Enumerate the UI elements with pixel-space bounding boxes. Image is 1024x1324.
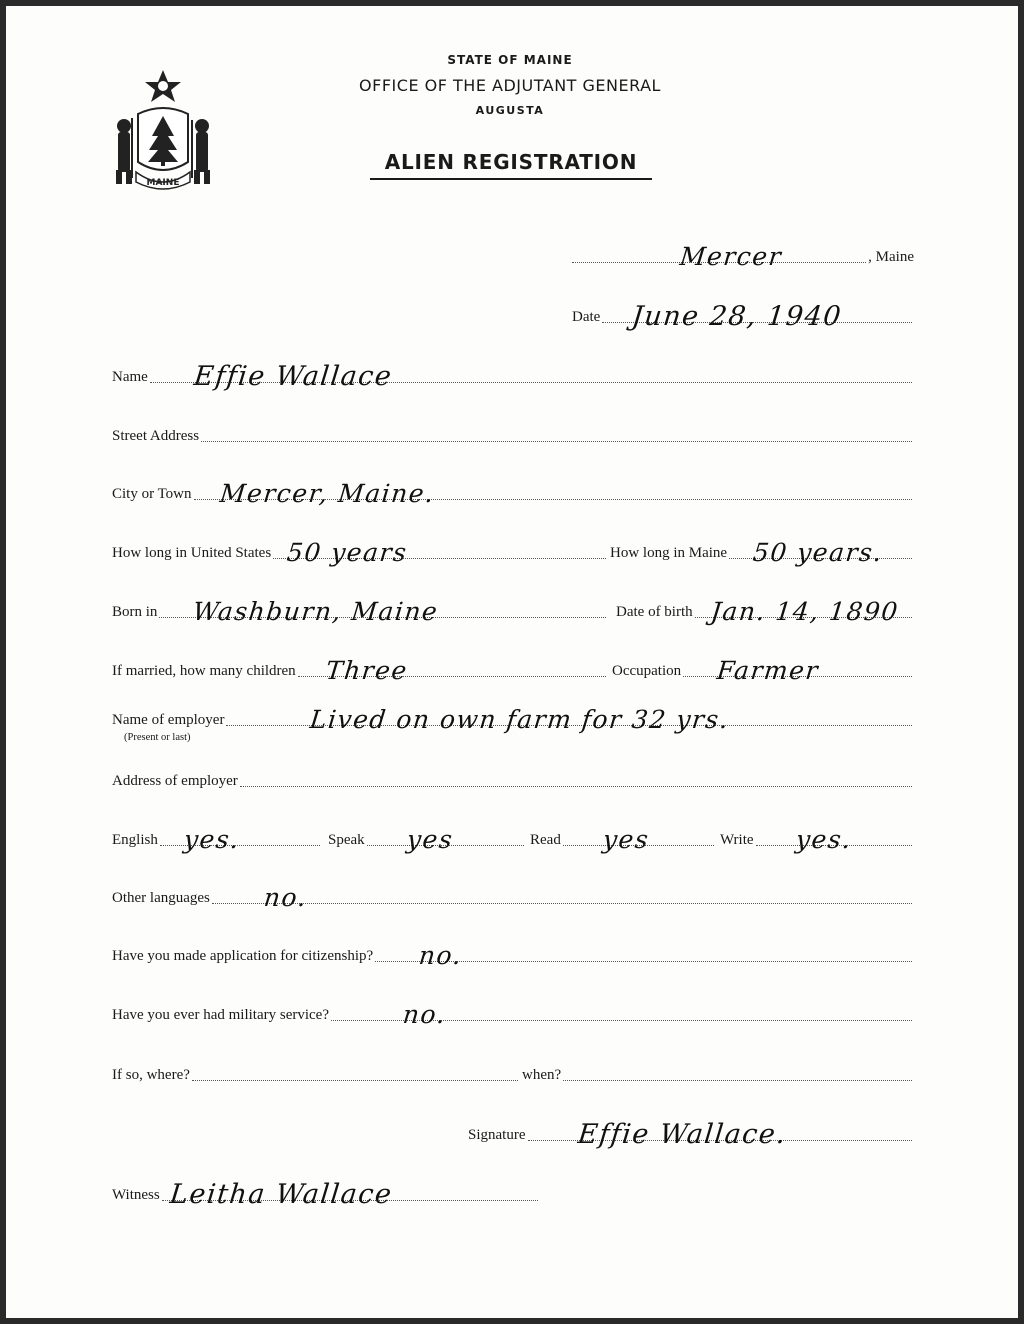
name-label: Name <box>112 369 148 385</box>
employer-sublabel: (Present or last) <box>124 732 191 743</box>
where-row <box>112 1060 520 1084</box>
seal-label: MAINE <box>146 178 180 188</box>
place-value: Mercer <box>678 242 784 271</box>
military-field[interactable] <box>331 1000 912 1029</box>
dob-label: Date of birth <box>616 604 693 620</box>
military-label: Have you ever had military service? <box>112 1007 329 1023</box>
employer-address-row <box>112 766 914 790</box>
employer-label-text: Name of employer <box>112 712 225 728</box>
city-label: City or Town <box>112 486 192 502</box>
us-years-label: How long in United States <box>112 545 272 561</box>
born-value: Washburn, Maine <box>191 597 441 626</box>
when-label: when? <box>522 1067 562 1083</box>
signature-label: Signature <box>468 1127 526 1143</box>
citizenship-value: no. <box>417 941 464 970</box>
children-label: If married, how many children <box>112 663 296 679</box>
where-label: If so, where? <box>112 1067 190 1083</box>
street-row <box>112 421 914 445</box>
state-seal-icon <box>108 66 218 194</box>
occupation-label: Occupation <box>612 663 682 679</box>
dob-row <box>616 597 914 626</box>
witness-row <box>112 1179 540 1210</box>
date-field[interactable] <box>602 301 912 332</box>
write-value: yes. <box>794 825 853 854</box>
employer-label <box>112 711 225 743</box>
maine-years-field[interactable] <box>729 538 912 567</box>
english-field[interactable] <box>160 825 320 854</box>
when-field[interactable] <box>563 1062 912 1081</box>
english-row <box>112 825 322 854</box>
street-label: Street Address <box>112 428 200 444</box>
dob-field[interactable] <box>695 597 912 626</box>
signature-value: Effie Wallace. <box>575 1119 788 1150</box>
date-label: Date <box>572 309 601 325</box>
place-suffix: , Maine <box>868 249 914 265</box>
children-row <box>112 656 608 685</box>
header-state: STATE OF MAINE <box>447 53 573 67</box>
occupation-field[interactable] <box>683 656 912 685</box>
english-value: yes. <box>182 825 242 854</box>
write-field[interactable] <box>756 825 912 854</box>
witness-label: Witness <box>112 1187 160 1203</box>
employer-value: Lived on own farm for 32 yrs. <box>308 705 732 734</box>
witness-value: Leitha Wallace <box>168 1179 394 1210</box>
citizenship-field[interactable] <box>375 941 912 970</box>
us-years-row <box>112 538 608 567</box>
employer-row <box>112 705 914 743</box>
place-row <box>570 242 914 271</box>
occupation-row <box>612 656 914 685</box>
maine-years-label: How long in Maine <box>610 545 728 561</box>
date-row <box>572 301 914 332</box>
header-city: AUGUSTA <box>475 104 545 117</box>
signature-row <box>468 1119 914 1150</box>
name-field[interactable] <box>150 361 912 392</box>
name-row <box>112 361 914 392</box>
maine-years-row <box>610 538 914 567</box>
dob-value: Jan. 14, 1890 <box>709 597 900 626</box>
speak-label: Speak <box>328 832 365 848</box>
other-languages-row <box>112 883 914 912</box>
born-label: Born in <box>112 604 158 620</box>
other-languages-value: no. <box>262 883 309 912</box>
read-value: yes <box>601 825 651 854</box>
us-years-field[interactable] <box>273 538 606 567</box>
english-label: English <box>112 832 158 848</box>
occupation-value: Farmer <box>715 656 821 685</box>
children-value: Three <box>324 656 410 685</box>
us-years-value: 50 years <box>285 538 410 567</box>
born-row <box>112 597 608 626</box>
military-value: no. <box>401 1000 448 1029</box>
write-label: Write <box>720 832 754 848</box>
speak-field[interactable] <box>367 825 524 854</box>
employer-address-field[interactable] <box>240 768 912 787</box>
form-title: ALIEN REGISTRATION <box>370 150 652 180</box>
city-field[interactable] <box>194 479 912 508</box>
citizenship-label: Have you made application for citizenship? <box>112 948 374 964</box>
signature-field[interactable] <box>528 1119 913 1150</box>
other-languages-field[interactable] <box>212 883 912 912</box>
place-field[interactable] <box>572 242 866 271</box>
military-row <box>112 1000 914 1029</box>
maine-years-value: 50 years. <box>751 538 885 567</box>
name-value: Effie Wallace <box>192 361 394 392</box>
employer-field[interactable] <box>226 705 912 734</box>
citizenship-row <box>112 941 914 970</box>
when-row <box>522 1060 914 1084</box>
speak-row <box>328 825 526 854</box>
header-office: OFFICE OF THE ADJUTANT GENERAL <box>359 76 661 95</box>
read-field[interactable] <box>563 825 714 854</box>
speak-value: yes <box>405 825 455 854</box>
street-field[interactable] <box>201 423 912 442</box>
read-row <box>530 825 716 854</box>
employer-address-label: Address of employer <box>112 773 238 789</box>
read-label: Read <box>530 832 561 848</box>
witness-field[interactable] <box>162 1179 538 1210</box>
city-value: Mercer, Maine. <box>218 479 436 508</box>
other-languages-label: Other languages <box>112 890 210 906</box>
city-row <box>112 479 914 508</box>
write-row <box>720 825 914 854</box>
born-field[interactable] <box>159 597 606 626</box>
date-value: June 28, 1940 <box>630 301 844 332</box>
where-field[interactable] <box>192 1062 518 1081</box>
children-field[interactable] <box>298 656 606 685</box>
